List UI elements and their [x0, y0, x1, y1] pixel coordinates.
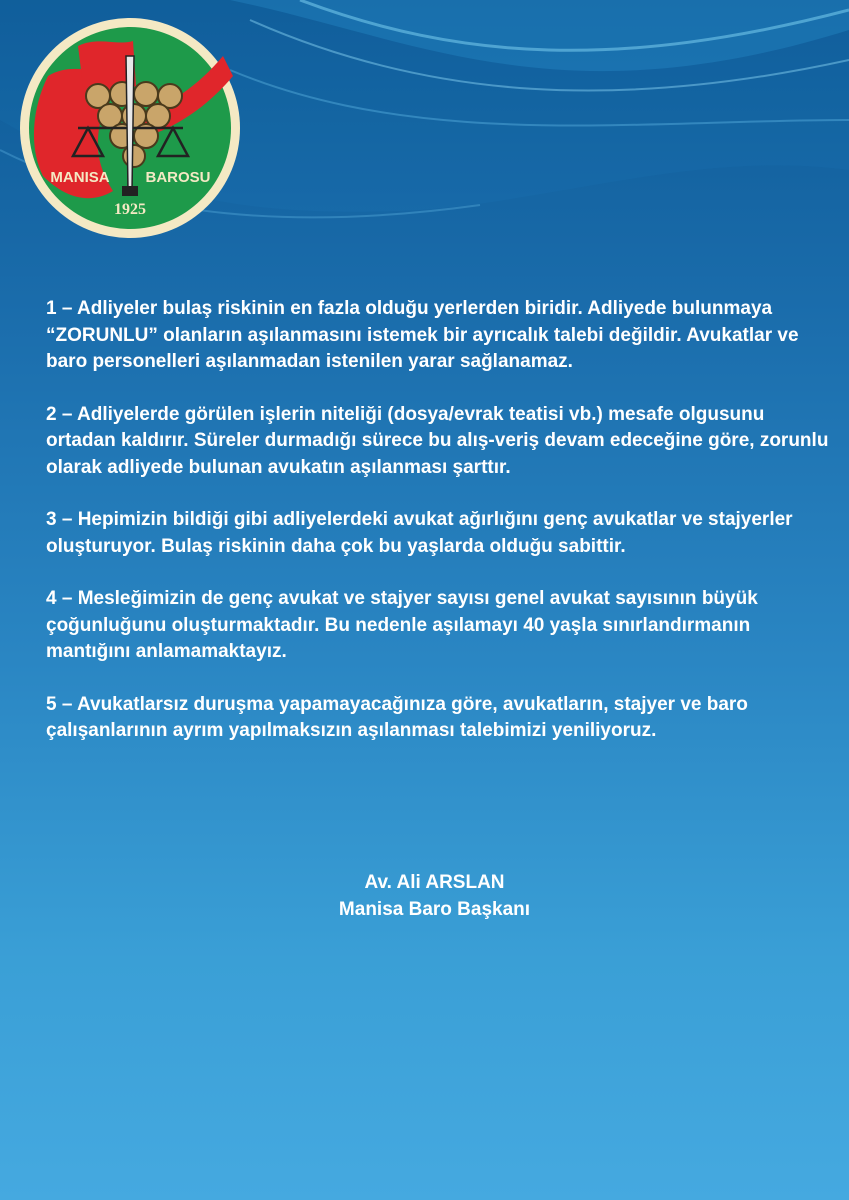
logo-year: 1925	[114, 201, 146, 218]
statement-paragraph-1: 1 – Adliyeler bulaş riskinin en fazla olduğu yerlerden biridir. Adliyede bulunmaya “ZORUNLU” olanların aşılanmasını istemek bir ayrıcalık talebi değildir. Avukatlar ve baro personelleri aşılanmadan istenilen yarar sağlanamaz.	[46, 298, 799, 372]
statement-paragraph-5: 5 – Avukatlarsız duruşma yapamayacağınıza göre, avukatların, stajyer ve baro çalışanlarının ayrım yapılmaksızın aşılanması talebimizi yeniliyoruz.	[46, 693, 748, 741]
statement-paragraph-3: 3 – Hepimizin bildiği gibi adliyelerdeki avukat ağırlığını genç avukatlar ve stajyerler oluşturuyor. Bulaş riskinin daha çok bu yaşlarda olduğu sabittir.	[46, 509, 793, 557]
signature-block	[0, 869, 849, 923]
statement-paragraph-2: 2 – Adliyelerde görülen işlerin niteliği (dosya/evrak teatisi vb.) mesafe olgusunu ortadan kaldırır. Süreler durmadığı sürece bu alış-veriş devam edeceğine göre, zorunlu olarak adliyede bulunan avukatın aşılanması şarttır.	[46, 403, 829, 478]
logo-name-right: BAROSU	[145, 169, 211, 186]
logo-name-left: MANISA	[50, 169, 110, 186]
statement-paragraph-4: 4 – Mesleğimizin de genç avukat ve stajyer sayısı genel avukat sayısının büyük çoğunluğunu oluşturmaktadır. Bu nedenle aşılamayı 40 yaşla sınırlandırmanın mantığını anlamamaktayız.	[46, 588, 758, 662]
signature-name: Av. Ali ARSLAN	[364, 872, 505, 893]
statement-body	[46, 296, 836, 771]
signature-title: Manisa Baro Başkanı	[338, 899, 531, 920]
manisa-barosu-logo	[18, 16, 242, 240]
